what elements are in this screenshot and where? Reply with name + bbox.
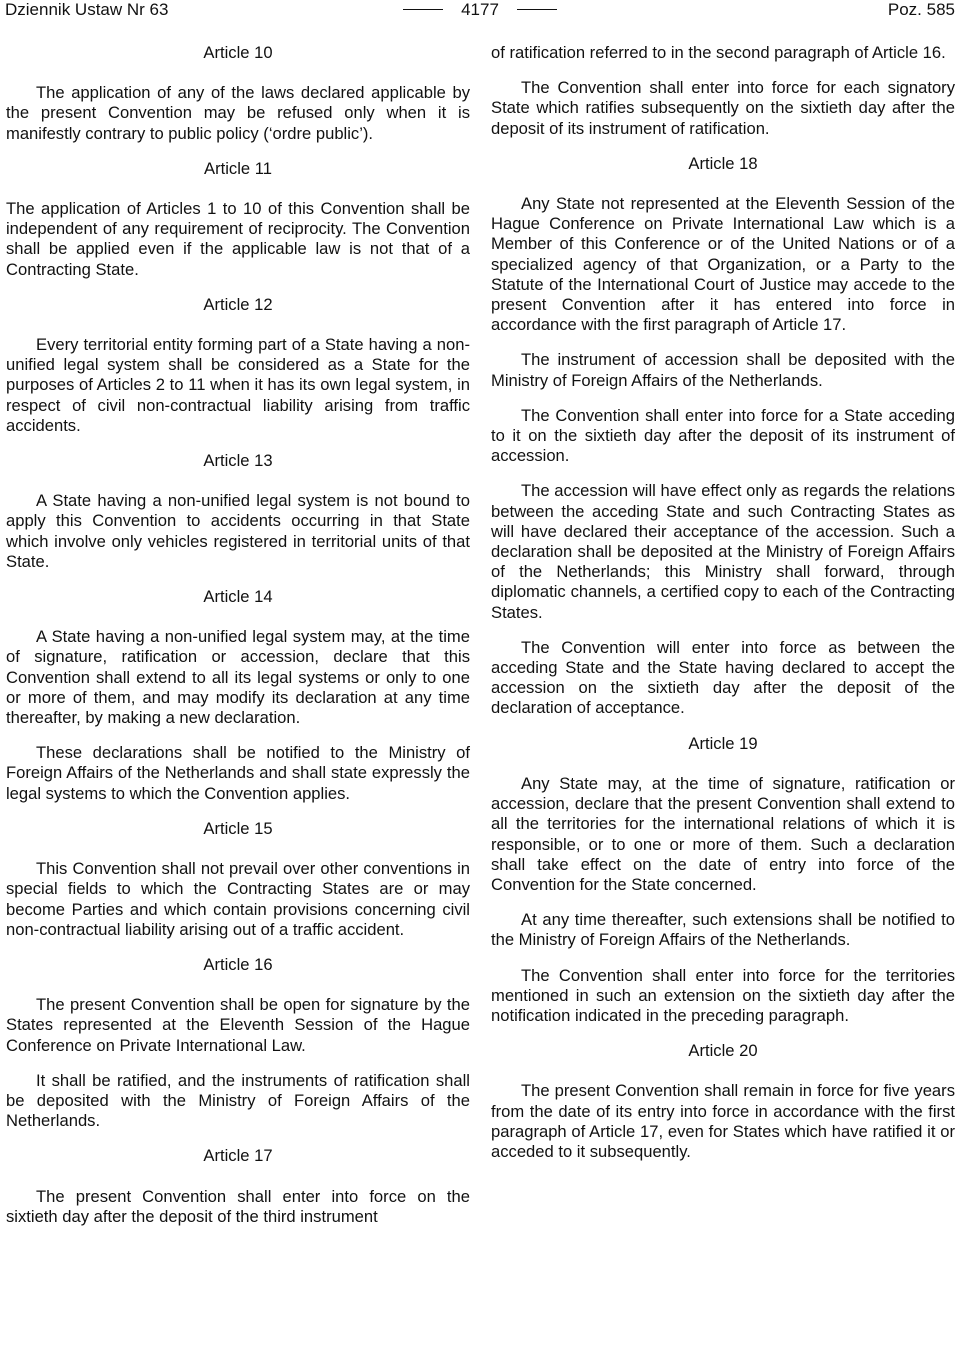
article-12-title: Article 12 (203, 294, 273, 314)
article-18-p4: The accession will have effect only as regards the relations between the acceding State and such Contracting States as will have declared their acceptance of the accession. Such a declaration shall be deposited at the Ministry of Foreign Affairs of the Netherlands; this Ministry shall forward, through diplomatic channels, a certified copy to each of the Contracting States. (491, 481, 955, 622)
article-11-title: Article 11 (204, 158, 272, 178)
article-17-p2: The Convention shall enter into force for each signatory State which ratifies subsequently on the sixtieth day after the deposit of its instrument of ratification. (491, 78, 955, 138)
article-17-p1: The present Convention shall enter into force on the sixtieth day after the deposit of the third instrument (6, 1186, 470, 1226)
article-18-p2: The instrument of accession shall be deposited with the Ministry of Foreign Affairs of the Netherlands. (491, 350, 955, 390)
article-13-p1: A State having a non-unified legal system is not bound to apply this Convention to accidents occurring in that State which involve only vehicles registered in territorial units of that State. (6, 491, 470, 571)
article-18-p5: The Convention will enter into force as between the acceding State and the State having declared to accept the accession on the sixtieth day after the deposit of the declaration of acceptance. (491, 637, 955, 718)
article-19-p3: The Convention shall enter into force for the territories mentioned in such an extension on the sixtieth day after the notification indicated in the preceding paragraph. (491, 965, 955, 1025)
article-15-p1: This Convention shall not prevail over other conventions in special fields to which the Contracting States are or may become Parties and which contain provisions concerning civil non-contractual liability arising out of a traffic accident. (6, 859, 470, 939)
article-20-p1: The present Convention shall remain in force for five years from the date of its entry into force in accordance with the first paragraph of Article 17, even for States which have ratified it or acceded to it subsequently. (491, 1081, 955, 1161)
article-11-p1: The application of Articles 1 to 10 of this Convention shall be independent of any requirement of reciprocity. The Convention shall be applied even if the applicable law is not that of a Contracting State. (6, 199, 470, 279)
article-18-title: Article 18 (688, 153, 758, 173)
dash-left (403, 9, 443, 10)
article-10-title: Article 10 (203, 43, 273, 62)
article-14-p1: A State having a non-unified legal system may, at the time of signature, ratification or accession, declare that this Convention shall extend to all its legal systems or only to one or more of them, and may modify its declaration at any time thereafter, by making a new declaration. (6, 627, 470, 728)
article-16-title: Article 16 (203, 954, 273, 974)
journal-title: Dziennik Ustaw Nr 63 (5, 0, 169, 19)
page-header (5, 0, 955, 22)
article-12-p1: Every territorial entity forming part of a State having a non-unified legal system shall be considered as a State for the purposes of Articles 2 to 11 when it has its own legal system, in respect of civil non-contractual liability arising from traffic accidents. (6, 335, 470, 435)
article-20-title: Article 20 (688, 1041, 758, 1061)
right-column (491, 43, 955, 1177)
article-17-title: Article 17 (203, 1146, 273, 1166)
article-19-p1: Any State may, at the time of signature, ratification or accession, declare that the present Convention shall extend to all the territories for the international relations of which it is responsible, or to one or more of them. Such a declaration shall take effect on the date of entry into force of the Convention for the State concerned. (491, 773, 955, 894)
page-number-wrapper (5, 0, 955, 20)
article-15-title: Article 15 (203, 818, 273, 838)
article-18-p1: Any State not represented at the Eleventh Session of the Hague Conference on Private International Law which is a Member of this Conference or of the United Nations or of a specialized agency of that Organization, or a Party to the Statute of the International Court of Justice may accede to the present Convention after it has entered into force in accordance with the first paragraph of Article 17. (491, 194, 955, 335)
article-17-continuation: of ratification referred to in the second paragraph of Article 16. (491, 43, 946, 62)
article-10-p1: The application of any of the laws declared applicable by the present Convention may be refused only when it is manifestly contrary to public policy (‘ordre public’). (6, 83, 470, 143)
page-number: 4177 (461, 0, 499, 19)
left-column (6, 43, 470, 1242)
article-16-p1: The present Convention shall be open for signature by the States represented at the Eleventh Session of the Hague Conference on Private International Law. (6, 995, 470, 1055)
article-13-title: Article 13 (203, 451, 273, 471)
article-14-title: Article 14 (203, 587, 273, 607)
article-16-p2: It shall be ratified, and the instruments of ratification shall be deposited with the Ministry of Foreign Affairs of the Netherlands. (6, 1070, 470, 1131)
article-18-p3: The Convention shall enter into force for a State acceding to it on the sixtieth day after the deposit of its instrument of accession. (491, 405, 955, 466)
position-number: Poz. 585 (887, 0, 955, 19)
article-14-p2: These declarations shall be notified to the Ministry of Foreign Affairs of the Netherlands and shall state expressly the legal systems to which the Convention applies. (6, 743, 470, 803)
article-19-title: Article 19 (688, 733, 758, 753)
article-19-p2: At any time thereafter, such extensions shall be notified to the Ministry of Foreign Affairs of the Netherlands. (491, 910, 955, 950)
dash-right (517, 9, 557, 10)
